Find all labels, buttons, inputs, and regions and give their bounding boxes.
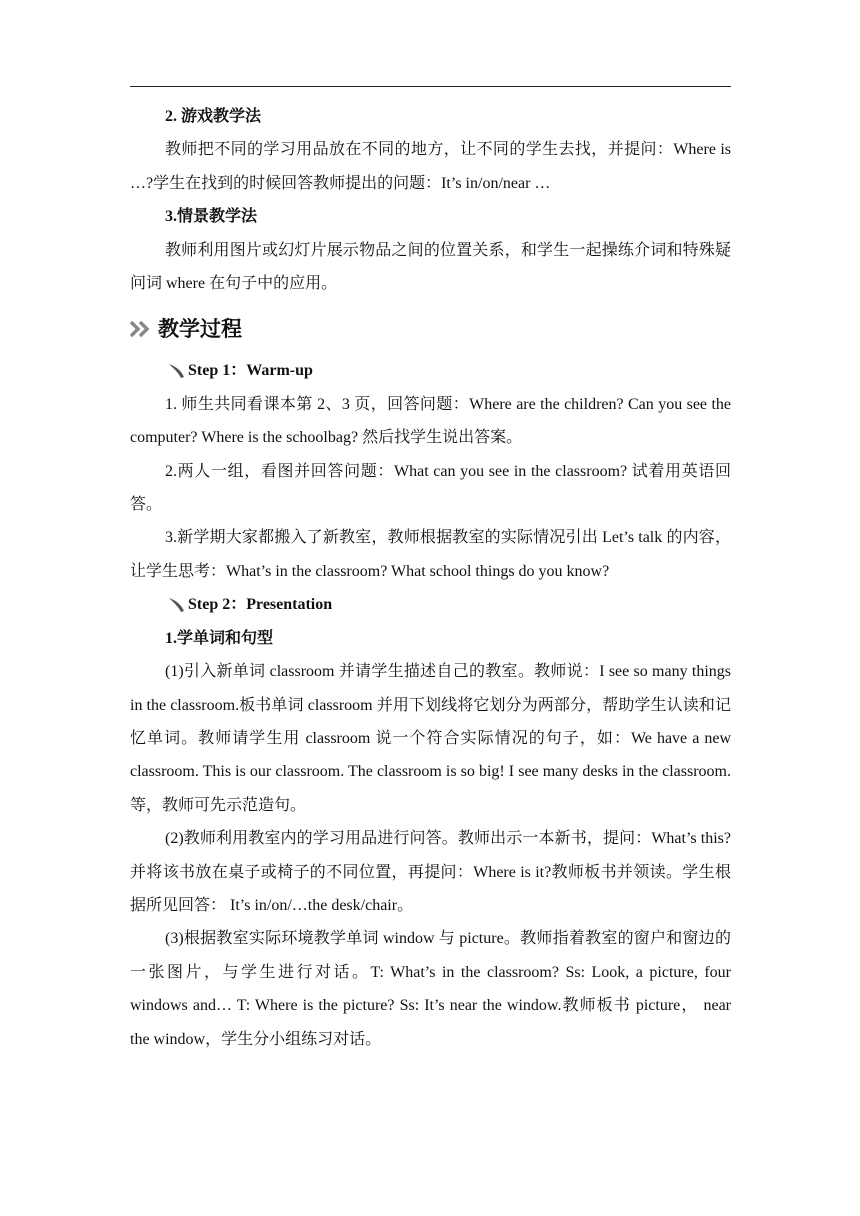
step-1-item-3: 3.新学期大家都搬入了新教室，教师根据教室的实际情况引出 Let’s talk 的内容，让学生思考：What’s in the classroom? What school things do you know?: [130, 529, 731, 580]
step-1-title: Step 1：Warm-up: [188, 362, 313, 380]
section-2-heading: 2. 游戏教学法: [165, 108, 262, 125]
step-2-item-3: (3)根据教室实际环境教学单词 window 与 picture。教师指着教室的窗户和窗边的一张图片，与学生进行对话。T: What’s in the classroom? Ss: Look, a picture, four windows and… T: Where is the picture? Ss: It’s near the window.教师板书 picture， near the window，学生分小组练习对话。: [130, 930, 731, 1048]
process-title: 教学过程: [158, 317, 242, 342]
pen-icon: [168, 597, 186, 613]
pen-icon: [168, 363, 186, 379]
step-1-item-1: 1. 师生共同看课本第 2、3 页，回答问题：Where are the children? Can you see the computer? Where is the schoolbag? 然后找学生说出答案。: [130, 395, 731, 447]
process-heading: [130, 314, 731, 344]
section-2-text: 教师把不同的学习用品放在不同的地方，让不同的学生去找，并提问：Where is …?学生在找到的时候回答教师提出的问题：It’s in/on/near …: [130, 141, 731, 192]
step-1-heading: [130, 354, 731, 387]
double-chevron-icon: [130, 320, 156, 338]
header-rule: [130, 86, 731, 87]
step-2-title: Step 2：Presentation: [188, 596, 333, 614]
step-2-heading: [130, 588, 731, 621]
step-2-subtitle: 1.学单词和句型: [165, 629, 274, 647]
step-2-item-2: (2)教师利用教室内的学习用品进行问答。教师出示一本新书，提问：What’s this? 并将该书放在桌子或椅子的不同位置，再提问：Where is it?教师板书并领读。学生根据所见回答： It’s in/on/…the desk/chair。: [130, 830, 731, 914]
step-2-item-1: (1)引入新单词 classroom 并请学生描述自己的教室。教师说：I see so many things in the classroom.板书单词 classroom 并用下划线将它划分为两部分，帮助学生认读和记忆单词。教师请学生用 classroom 说一个符合实际情况的句子，如：We have a new classroom. This is our classroom. The classroom is so big! I see many desks in the classroom.等，教师可先示范造句。: [130, 663, 731, 814]
section-3-heading: 3.情景教学法: [165, 208, 258, 226]
document-body: [130, 100, 731, 1056]
section-3-text: 教师利用图片或幻灯片展示物品之间的位置关系，和学生一起操练介词和特殊疑问词 where 在句子中的应用。: [130, 241, 731, 293]
step-1-item-2: 2.两人一组，看图并回答问题：What can you see in the classroom? 试着用英语回答。: [130, 462, 731, 514]
